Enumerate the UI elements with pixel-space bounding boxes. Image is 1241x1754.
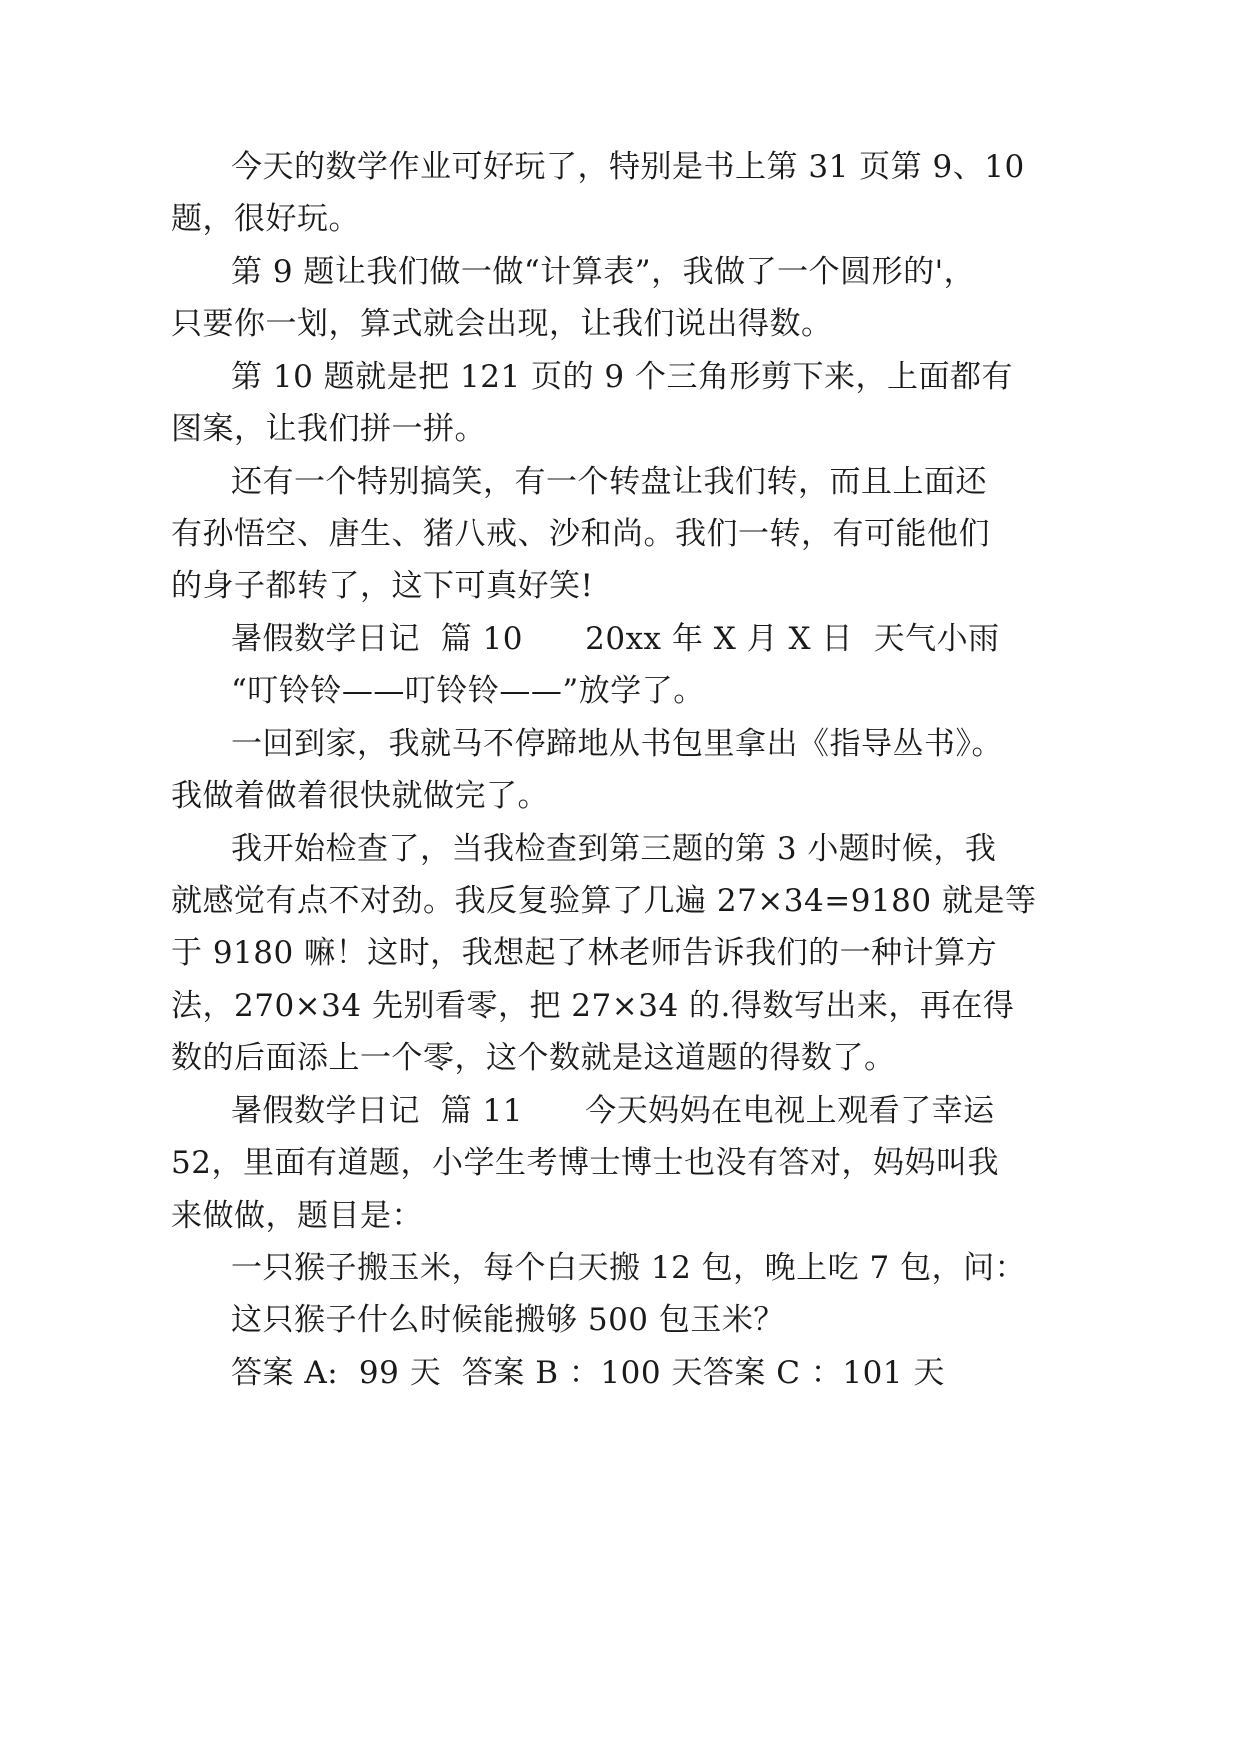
paragraph-line-21: 来做做，题目是： bbox=[171, 1198, 423, 1234]
paragraph-line-23: 这只猴子什么时候能搬够 500 包玉米？ bbox=[231, 1302, 785, 1338]
paragraph-line-14: 我开始检查了，当我检查到第三题的第 3 小题时候，我 bbox=[231, 831, 997, 867]
paragraph-line-3: 第 9 题让我们做一做“计算表”，我做了一个圆形的'， bbox=[231, 254, 976, 290]
paragraph-line-20: 52，里面有道题，小学生考博士博士也没有答对，妈妈叫我 bbox=[171, 1145, 999, 1181]
paragraph-line-22: 一只猴子搬玉米，每个白天搬 12 包，晚上吃 7 包，问： bbox=[231, 1250, 1027, 1286]
paragraph-line-10: 暑假数学日记 篇 10 20xx 年 X 月 X 日 天气小雨 bbox=[231, 621, 1000, 657]
paragraph-line-12: 一回到家，我就马不停蹄地从书包里拿出《指导丛书》。 bbox=[231, 726, 1003, 762]
paragraph-line-13: 我做着做着很快就做完了。 bbox=[171, 778, 549, 814]
paragraph-line-5: 第 10 题就是把 121 页的 9 个三角形剪下来，上面都有 bbox=[231, 359, 1013, 395]
paragraph-line-6: 图案，让我们拼一拼。 bbox=[171, 411, 486, 447]
paragraph-line-9: 的身子都转了，这下可真好笑! bbox=[171, 568, 594, 604]
paragraph-line-1: 今天的数学作业可好玩了，特别是书上第 31 页第 9、10 bbox=[231, 149, 1025, 185]
paragraph-line-2: 题，很好玩。 bbox=[171, 201, 360, 237]
paragraph-line-7: 还有一个特别搞笑，有一个转盘让我们转，而且上面还 bbox=[231, 464, 987, 500]
paragraph-line-17: 法，270×34 先别看零，把 27×34 的.得数写出来，再在得 bbox=[171, 988, 1015, 1024]
paragraph-line-4: 只要你一划，算式就会出现，让我们说出得数。 bbox=[171, 306, 833, 342]
paragraph-line-11: “叮铃铃——叮铃铃——”放学了。 bbox=[231, 673, 705, 709]
paragraph-line-18: 数的后面添上一个零，这个数就是这道题的得数了。 bbox=[171, 1040, 896, 1076]
paragraph-line-24: 答案 A: 99 天 答案 B ：100 天答案 C ：101 天 bbox=[231, 1355, 945, 1391]
paragraph-line-8: 有孙悟空、唐生、猪八戒、沙和尚。我们一转，有可能他们 bbox=[171, 516, 990, 552]
paragraph-line-16: 于 9180 嘛！这时，我想起了林老师告诉我们的一种计算方 bbox=[171, 935, 998, 971]
paragraph-line-15: 就感觉有点不对劲。我反复验算了几遍 27×34=9180 就是等 bbox=[171, 883, 1037, 919]
paragraph-line-19: 暑假数学日记 篇 11 今天妈妈在电视上观看了幸运 bbox=[231, 1093, 995, 1129]
